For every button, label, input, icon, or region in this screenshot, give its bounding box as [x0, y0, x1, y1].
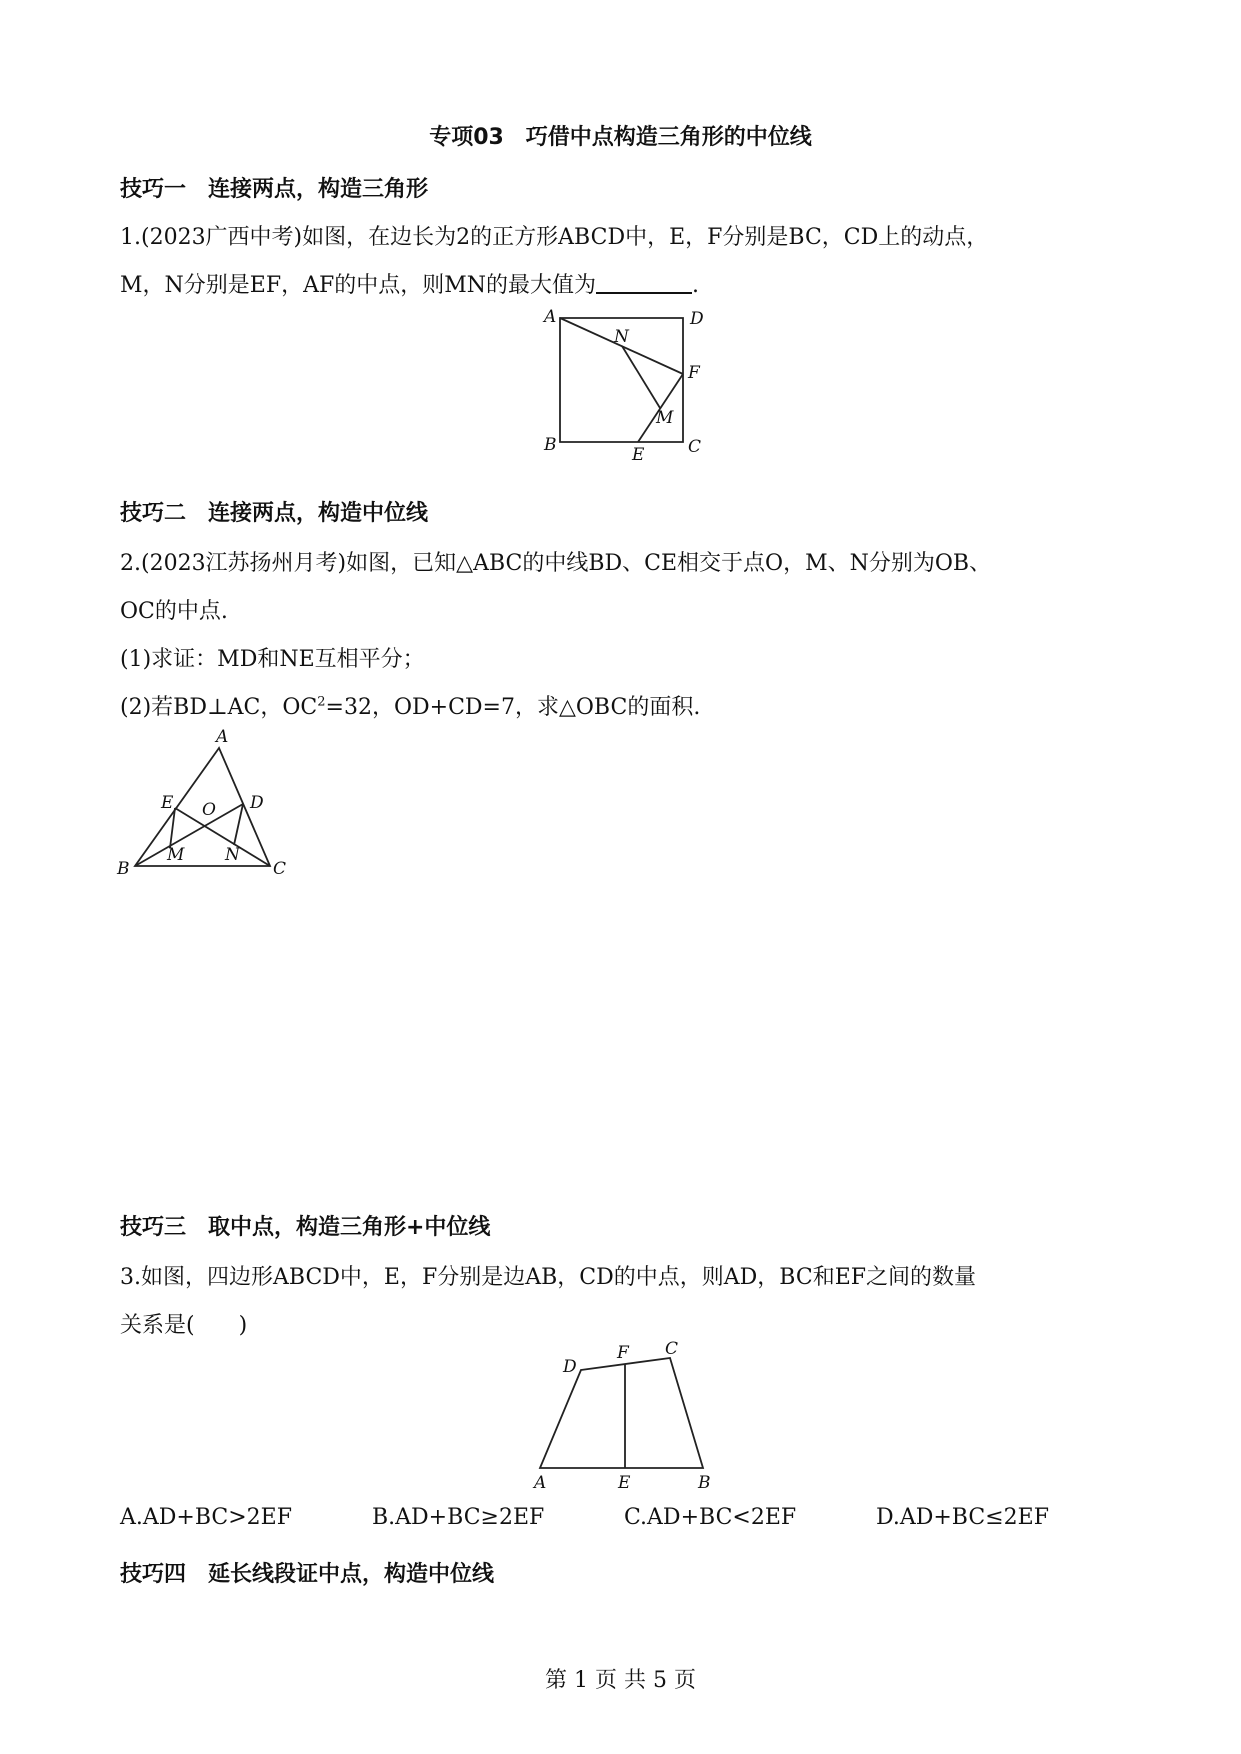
problem1-end: . [692, 273, 700, 298]
label-N: N [614, 327, 629, 347]
label-E: E [618, 1473, 631, 1493]
problem2-part2 [120, 690, 700, 721]
label-B: B [117, 859, 130, 879]
label-O: O [202, 800, 216, 820]
section-heading-4: 技巧四 延长线段证中点，构造中位线 [120, 1562, 495, 1587]
label-B: B [544, 435, 557, 455]
section-heading-2: 技巧二 连接两点，构造中位线 [120, 501, 429, 526]
label-C: C [665, 1339, 679, 1359]
problem2-line2: OC的中点. [120, 599, 228, 624]
figure-triangle [115, 728, 305, 878]
answer-blank [596, 272, 692, 294]
label-A: A [534, 1473, 547, 1493]
option-c[interactable]: C.AD+BC<2EF [624, 1505, 797, 1530]
problem2-line1: 2.(2023江苏扬州月考)如图，已知△ABC的中线BD、CE相交于点O，M、N分别为OB、 [120, 551, 992, 576]
label-C: C [688, 437, 702, 457]
label-C: C [273, 859, 287, 879]
label-N: N [225, 845, 240, 865]
problem1-text: M，N分别是EF，AF的中点，则MN的最大值为 [120, 273, 597, 298]
label-B: B [698, 1473, 711, 1493]
section-heading-3: 技巧三 取中点，构造三角形+中位线 [120, 1215, 491, 1240]
part2-text-a: (2)若BD⊥AC，OC [120, 695, 318, 720]
section-heading-1: 技巧一 连接两点，构造三角形 [120, 177, 429, 202]
label-D: D [563, 1357, 577, 1377]
label-A: A [216, 727, 229, 747]
label-F: F [617, 1343, 629, 1363]
page-title: 专项03 巧借中点构造三角形的中位线 [429, 125, 812, 150]
option-b[interactable]: B.AD+BC≥2EF [372, 1505, 545, 1530]
problem2-part1: (1)求证：MD和NE互相平分； [120, 647, 425, 672]
problem1-line1: 1.(2023广西中考)如图，在边长为2的正方形ABCD中，E，F分别是BC，CD上的动点， [120, 225, 989, 250]
label-M: M [167, 845, 185, 865]
problem1-line2 [120, 268, 699, 299]
page-footer: 第 1 页 共 5 页 [545, 1668, 696, 1693]
label-D: D [690, 309, 704, 329]
part2-exponent: 2 [317, 694, 326, 710]
part2-text-b: =32，OD+CD=7，求△OBC的面积. [325, 695, 701, 720]
option-d[interactable]: D.AD+BC≤2EF [876, 1505, 1049, 1530]
option-a[interactable]: A.AD+BC>2EF [120, 1505, 293, 1530]
label-F: F [688, 363, 700, 383]
label-D: D [250, 793, 264, 813]
label-E: E [632, 445, 645, 465]
figure-square [540, 307, 720, 465]
figure-quadrilateral [525, 1339, 725, 1493]
problem3-line1: 3.如图，四边形ABCD中，E，F分别是边AB，CD的中点，则AD，BC和EF之间的数量 [120, 1265, 977, 1290]
problem3-line2: 关系是( ) [120, 1313, 248, 1338]
label-A: A [544, 307, 557, 327]
label-E: E [161, 793, 174, 813]
label-M: M [656, 408, 674, 428]
